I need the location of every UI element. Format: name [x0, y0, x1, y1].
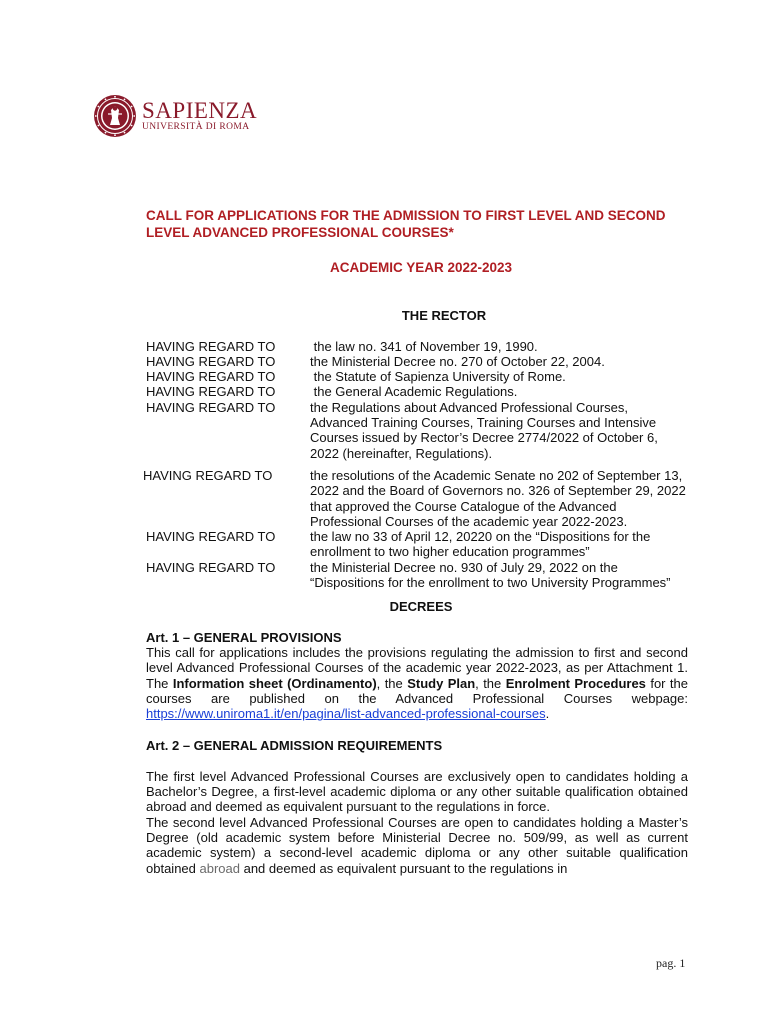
rector-heading: THE RECTOR: [401, 308, 487, 324]
regard-item: [146, 369, 688, 384]
logo-name: SAPIENZA: [142, 98, 258, 124]
art1-bold-study-plan: Study Plan: [407, 675, 476, 691]
sapienza-seal-icon: [93, 94, 137, 138]
regard-text: the law no. 341 of November 19, 1990.: [310, 338, 538, 354]
regard-label: HAVING REGARD TO: [146, 338, 276, 354]
regard-item: [143, 467, 688, 529]
decrees-heading: DECREES: [389, 599, 453, 615]
regard-text: the Ministerial Decree no. 930 of July 29, 2022 on the “Dispositions for the enrollment to two University Programmes”: [310, 559, 671, 591]
art1-text-1: This call for applications includes the provisions regulating the admission to first and second level Advanced Professional Courses of the academic year 2022-2023, as per Attachment 1. The: [146, 644, 688, 691]
art1-text-3: , the: [475, 675, 506, 691]
regard-text: the Ministerial Decree no. 270 of October 22, 2004.: [310, 353, 605, 369]
regard-label: HAVING REGARD TO: [143, 467, 273, 483]
regard-text: the law no 33 of April 12, 20220 on the “Dispositions for the enrollment to two higher education programmes”: [310, 529, 651, 560]
document-body: [143, 207, 696, 876]
regard-text: the General Academic Regulations.: [310, 384, 518, 400]
logo-subtitle: UNIVERSITÀ DI ROMA: [142, 122, 250, 133]
regard-label: HAVING REGARD TO: [146, 559, 276, 575]
regard-label: HAVING REGARD TO: [146, 399, 276, 415]
regard-text: the Regulations about Advanced Professional Courses, Advanced Training Courses, Training Courses and Intensive Courses issued by Rector’s Decree 2774/2022 of October 6, 2022 (hereinafter, Regulations).: [310, 399, 658, 461]
art2-text-2a: The second level Advanced Professional Courses are open to candidates holding a Master’s Degree (old academic system before Ministerial Decree no. 509/99, as well as current academic system) a second-level academic diploma or any other suitable qualification obtained: [146, 814, 688, 876]
university-logo: [93, 94, 257, 138]
art1-text-4: for the courses are published on the Advanced Professional Courses webpage:: [146, 675, 696, 706]
art2-heading: Art. 2 – GENERAL ADMISSION REQUIREMENTS: [146, 738, 443, 754]
regard-item: [146, 529, 688, 560]
regard-item: [146, 560, 688, 591]
academic-year: ACADEMIC YEAR 2022-2023: [329, 260, 513, 275]
art1-bold-ordinamento: Information sheet (Ordinamento): [172, 675, 377, 691]
art1-heading: Art. 1 – GENERAL PROVISIONS: [146, 629, 342, 645]
regard-label: HAVING REGARD TO: [146, 529, 276, 545]
art2-text-2c: and deemed as equivalent pursuant to the regulations in: [239, 860, 568, 876]
art2-text-abroad: abroad: [199, 860, 240, 876]
regard-item: [146, 354, 688, 369]
regard-label: HAVING REGARD TO: [146, 369, 276, 385]
art2-paragraph-1: The first level Advanced Professional Courses are exclusively open to candidates holding a Bachelor’s Degree, a first-level academic diploma or any other suitable qualification obtained abroad and deemed as equivalent pursuant to the regulations in force.: [146, 768, 688, 815]
art2-paragraph-2: [146, 815, 688, 876]
regard-text: the resolutions of the Academic Senate no 202 of September 13, 2022 and the Board of Governors no. 326 of September 29, 2022 that approved the Course Catalogue of the Advanced Professional Courses of the academic year 2022-2023.: [310, 467, 686, 529]
regard-label: HAVING REGARD TO: [146, 353, 276, 369]
document-title: CALL FOR APPLICATIONS FOR THE ADMISSION TO FIRST LEVEL AND SECOND LEVEL ADVANCED PROFESSIONAL COURSES*: [146, 208, 666, 240]
page-number: pag. 1: [656, 956, 686, 970]
art1-bold-enrolment: Enrolment Procedures: [505, 675, 646, 691]
art1-text-2: , the: [376, 675, 408, 691]
regard-item: [146, 339, 688, 354]
courses-webpage-link[interactable]: https://www.uniroma1.it/en/pagina/list-advanced-professional-courses: [146, 706, 546, 722]
regards-list: [143, 338, 688, 591]
regard-item: [146, 400, 688, 461]
regard-label: HAVING REGARD TO: [146, 384, 276, 400]
regard-text: the Statute of Sapienza University of Rome.: [310, 369, 566, 385]
art1-paragraph: [146, 644, 696, 722]
art1-text-5: .: [545, 706, 550, 722]
regard-item: [146, 384, 688, 399]
